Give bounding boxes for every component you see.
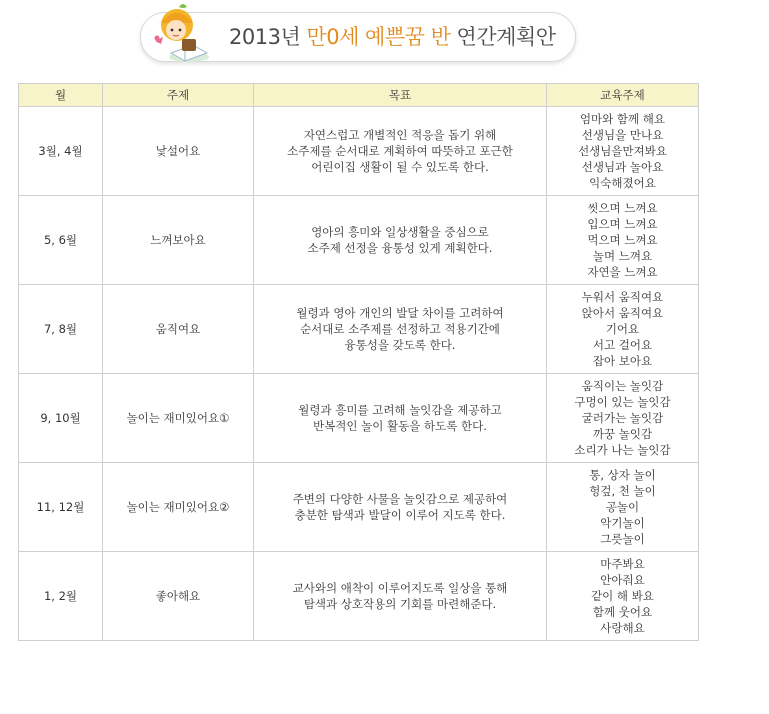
topic-item: 놀며 느껴요 bbox=[592, 249, 653, 263]
title-year: 2013년 bbox=[229, 25, 301, 49]
goal-cell bbox=[254, 196, 547, 285]
topic-item: 서고 걸어요 bbox=[592, 338, 653, 352]
column-header-month: 월 bbox=[19, 84, 103, 107]
topic-item: 누워서 움직여요 bbox=[581, 290, 664, 304]
topic-item: 그릇놀이 bbox=[600, 532, 645, 546]
topic-item: 공놀이 bbox=[605, 500, 640, 514]
goal-line: 주변의 다양한 사물을 놀잇감으로 제공하여 bbox=[292, 492, 508, 506]
theme-cell: 놀이는 재미있어요② bbox=[103, 463, 254, 552]
topic-item: 선생님을만져봐요 bbox=[578, 144, 667, 158]
child-reading-mascot-icon bbox=[149, 3, 213, 65]
column-header-topics: 교육주제 bbox=[547, 84, 699, 107]
topic-item: 헝겊, 천 놀이 bbox=[589, 484, 656, 498]
topics-cell bbox=[547, 285, 699, 374]
title-class: 만0세 예쁜꿈 반 bbox=[306, 25, 451, 49]
topic-item: 먹으며 느껴요 bbox=[587, 233, 658, 247]
topic-item: 앉아서 움직여요 bbox=[581, 306, 664, 320]
goal-line: 소주제를 순서대로 계획하여 따뜻하고 포근한 bbox=[287, 144, 513, 158]
title-banner bbox=[140, 12, 576, 62]
goal-line: 탐색과 상호작용의 기회를 마련해준다. bbox=[303, 597, 497, 611]
table-header-row bbox=[19, 84, 699, 107]
topic-item: 통, 상자 놀이 bbox=[589, 468, 656, 482]
topic-item: 굴러가는 놀잇감 bbox=[581, 411, 664, 425]
topic-item: 선생님과 놀아요 bbox=[581, 160, 664, 174]
month-cell: 3월, 4월 bbox=[19, 107, 103, 196]
topic-item: 선생님을 만나요 bbox=[581, 128, 664, 142]
theme-cell: 놀이는 재미있어요① bbox=[103, 374, 254, 463]
topic-item: 소리가 나는 놀잇감 bbox=[574, 443, 671, 457]
goal-cell bbox=[254, 552, 547, 641]
goal-line: 순서대로 소주제를 선정하고 적용기간에 bbox=[300, 322, 500, 336]
goal-line: 교사와의 애착이 이루어지도록 일상을 통해 bbox=[292, 581, 508, 595]
table-row bbox=[19, 196, 699, 285]
goal-line: 반복적인 놀이 활동을 하도록 한다. bbox=[313, 419, 487, 433]
goal-cell bbox=[254, 463, 547, 552]
column-header-goal: 목표 bbox=[254, 84, 547, 107]
topic-item: 자연을 느껴요 bbox=[587, 265, 658, 279]
month-cell: 9, 10월 bbox=[19, 374, 103, 463]
page-title bbox=[229, 24, 555, 50]
goal-line: 월령과 영아 개인의 발달 차이를 고려하여 bbox=[296, 306, 504, 320]
topic-item: 구멍이 있는 놀잇감 bbox=[574, 395, 671, 409]
topic-item: 함께 웃어요 bbox=[592, 605, 653, 619]
goal-line: 어린이집 생활이 될 수 있도록 한다. bbox=[311, 160, 489, 174]
topics-cell bbox=[547, 463, 699, 552]
table-row bbox=[19, 285, 699, 374]
topics-cell bbox=[547, 374, 699, 463]
goal-line: 융통성을 갖도록 한다. bbox=[344, 338, 456, 352]
theme-cell: 좋아해요 bbox=[103, 552, 254, 641]
topic-item: 익숙해졌어요 bbox=[589, 176, 656, 190]
table-row bbox=[19, 107, 699, 196]
topic-item: 까꿍 놀잇감 bbox=[592, 427, 653, 441]
table-row bbox=[19, 552, 699, 641]
month-cell: 7, 8월 bbox=[19, 285, 103, 374]
goal-cell bbox=[254, 285, 547, 374]
goal-line: 월령과 흥미를 고려해 놀잇감을 제공하고 bbox=[298, 403, 502, 417]
topic-item: 움직이는 놀잇감 bbox=[581, 379, 664, 393]
topics-cell bbox=[547, 196, 699, 285]
topic-item: 엄마와 함께 해요 bbox=[579, 112, 666, 126]
month-cell: 1, 2월 bbox=[19, 552, 103, 641]
goal-line: 자연스럽고 개별적인 적응을 돕기 위해 bbox=[303, 128, 497, 142]
topics-cell bbox=[547, 552, 699, 641]
topic-item: 씻으며 느껴요 bbox=[587, 201, 658, 215]
topic-item: 기어요 bbox=[605, 322, 640, 336]
theme-cell: 움직여요 bbox=[103, 285, 254, 374]
goal-cell bbox=[254, 107, 547, 196]
theme-cell: 낯설어요 bbox=[103, 107, 254, 196]
topic-item: 안아줘요 bbox=[600, 573, 645, 587]
topics-cell bbox=[547, 107, 699, 196]
annual-plan-table bbox=[18, 83, 699, 641]
goal-line: 소주제 선정을 융통성 있게 계획한다. bbox=[307, 241, 493, 255]
goal-line: 영아의 흥미와 일상생활을 중심으로 bbox=[311, 225, 489, 239]
table-row bbox=[19, 374, 699, 463]
table-row bbox=[19, 463, 699, 552]
column-header-theme: 주제 bbox=[103, 84, 254, 107]
topic-item: 마주봐요 bbox=[600, 557, 645, 571]
goal-line: 충분한 탐색과 발달이 이루어 지도록 한다. bbox=[294, 508, 506, 522]
title-suffix: 연간계획안 bbox=[456, 25, 556, 49]
topic-item: 같이 해 봐요 bbox=[591, 589, 654, 603]
topic-item: 입으며 느껴요 bbox=[587, 217, 658, 231]
topic-item: 잡아 보아요 bbox=[592, 354, 653, 368]
theme-cell: 느껴보아요 bbox=[103, 196, 254, 285]
month-cell: 11, 12월 bbox=[19, 463, 103, 552]
topic-item: 악기놀이 bbox=[600, 516, 645, 530]
month-cell: 5, 6월 bbox=[19, 196, 103, 285]
goal-cell bbox=[254, 374, 547, 463]
topic-item: 사랑해요 bbox=[600, 621, 645, 635]
